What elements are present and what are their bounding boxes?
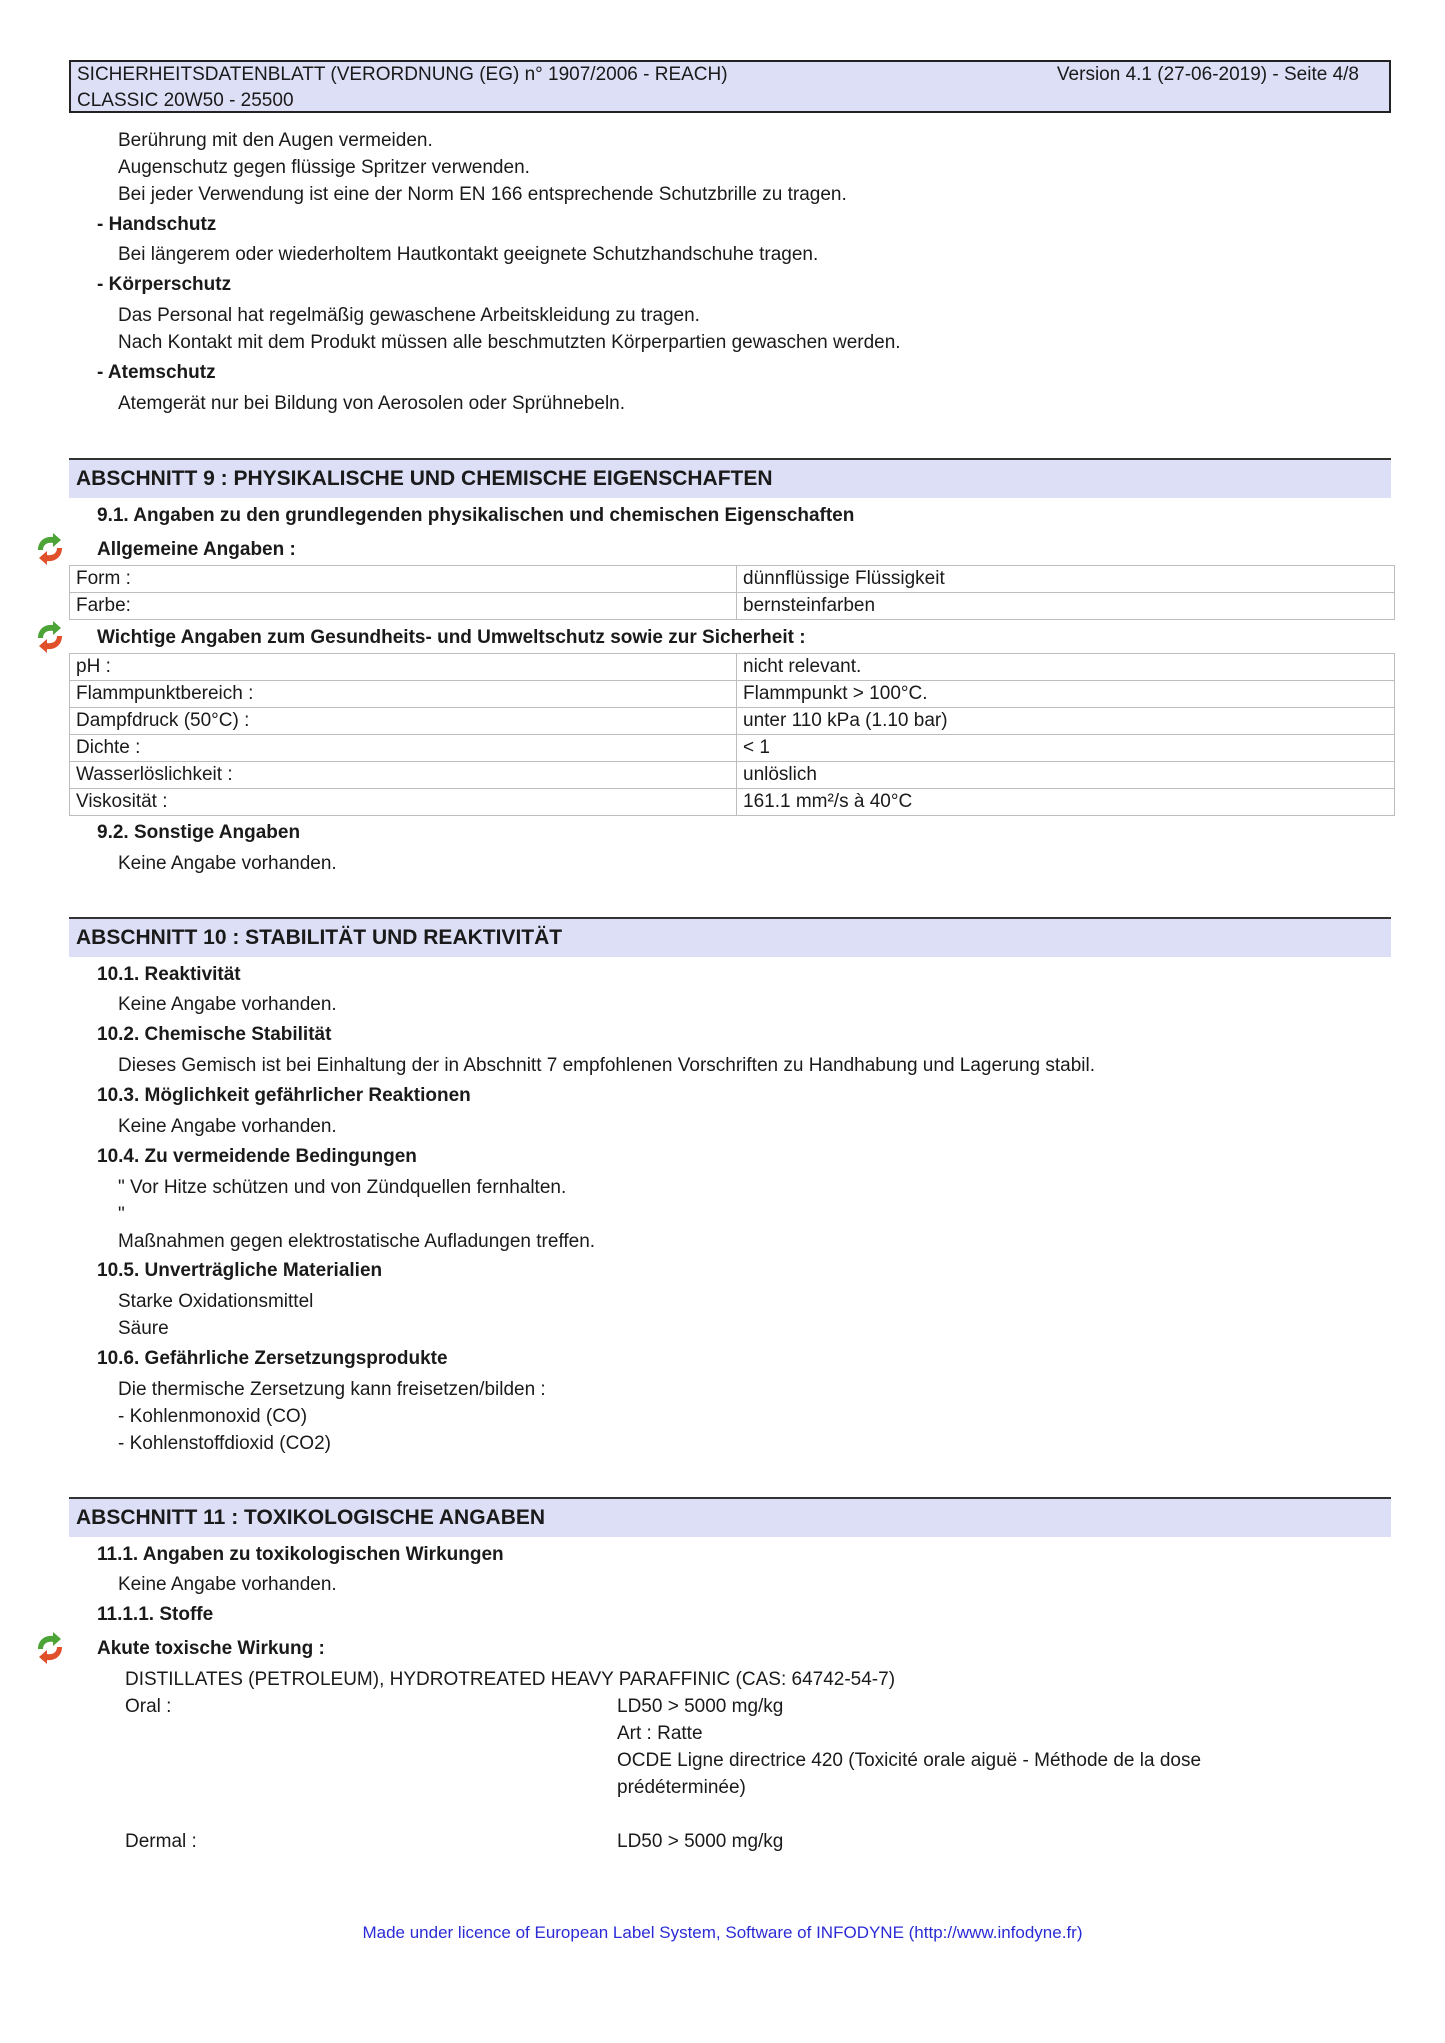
section-10-6-line-3: - Kohlenstoffdioxid (CO2) <box>118 1433 331 1454</box>
oral-line-4: prédéterminée) <box>617 1777 746 1798</box>
property-key: Flammpunktbereich : <box>70 681 737 708</box>
body-line-2: Nach Kontakt mit dem Produkt müssen alle beschmutzten Körperpartien gewaschen werden. <box>118 332 901 353</box>
section-11-1-title: 11.1. Angaben zu toxikologischen Wirkungen <box>97 1544 504 1565</box>
eye-line-1: Berührung mit den Augen vermeiden. <box>118 130 433 151</box>
section-9-2-text: Keine Angabe vorhanden. <box>118 853 337 874</box>
section-10-4-line-3: Maßnahmen gegen elektrostatische Aufladungen treffen. <box>118 1231 596 1252</box>
important-properties-table <box>69 653 1395 816</box>
eye-line-2: Augenschutz gegen flüssige Spritzer verwenden. <box>118 157 530 178</box>
footer-licence-link[interactable]: Made under licence of European Label System, Software of INFODYNE (http://www.infodyne.fr) <box>362 1923 1083 1942</box>
section-10-5-line-1: Starke Oxidationsmittel <box>118 1291 314 1312</box>
section-11-heading: ABSCHNITT 11 : TOXIKOLOGISCHE ANGABEN <box>69 1497 1391 1537</box>
property-key: Viskosität : <box>70 789 737 816</box>
section-10-6-line-2: - Kohlenmonoxid (CO) <box>118 1406 308 1427</box>
property-value: nicht relevant. <box>737 654 1395 681</box>
general-properties-table <box>69 565 1395 620</box>
section-9-1-title: 9.1. Angaben zu den grundlegenden physikalischen und chemischen Eigenschaften <box>97 505 855 526</box>
substance-name: DISTILLATES (PETROLEUM), HYDROTREATED HEAVY PARAFFINIC (CAS: 64742-54-7) <box>125 1669 896 1690</box>
section-10-5-title: 10.5. Unverträgliche Materialien <box>97 1260 383 1281</box>
section-10-heading: ABSCHNITT 10 : STABILITÄT UND REAKTIVITÄT <box>69 917 1391 957</box>
acute-toxicity-label: Akute toxische Wirkung : <box>97 1638 325 1659</box>
property-value: Flammpunkt > 100°C. <box>737 681 1395 708</box>
table-row <box>70 789 1395 816</box>
property-key: Farbe: <box>70 593 737 620</box>
table-row <box>70 735 1395 762</box>
table-row <box>70 708 1395 735</box>
section-10-6-title: 10.6. Gefährliche Zersetzungsprodukte <box>97 1348 448 1369</box>
section-9-heading: ABSCHNITT 9 : PHYSIKALISCHE UND CHEMISCHE EIGENSCHAFTEN <box>69 458 1391 498</box>
table-row <box>70 681 1395 708</box>
property-key: pH : <box>70 654 737 681</box>
section-11-1-text: Keine Angabe vorhanden. <box>118 1574 337 1595</box>
table-row <box>70 762 1395 789</box>
eye-line-3: Bei jeder Verwendung ist eine der Norm EN 166 entsprechende Schutzbrille zu tragen. <box>118 184 847 205</box>
property-key: Form : <box>70 566 737 593</box>
respiratory-protection-title: - Atemschutz <box>97 362 216 383</box>
revision-arrows-icon <box>32 620 68 654</box>
section-9-2-title: 9.2. Sonstige Angaben <box>97 822 301 843</box>
table-row <box>70 593 1395 620</box>
revision-arrows-icon <box>32 1631 68 1665</box>
section-10-4-title: 10.4. Zu vermeidende Bedingungen <box>97 1146 417 1167</box>
document-header <box>69 60 1391 113</box>
table-row <box>70 654 1395 681</box>
revision-arrows-icon <box>32 532 68 566</box>
section-10-2-text: Dieses Gemisch ist bei Einhaltung der in Abschnitt 7 empfohlenen Vorschriften zu Handhabung und Lagerung stabil. <box>118 1055 1095 1076</box>
property-value: bernsteinfarben <box>737 593 1395 620</box>
property-value: 161.1 mm²/s à 40°C <box>737 789 1395 816</box>
section-10-3-title: 10.3. Möglichkeit gefährlicher Reaktionen <box>97 1085 471 1106</box>
section-10-5-line-2: Säure <box>118 1318 169 1339</box>
document-title: SICHERHEITSDATENBLATT (VERORDNUNG (EG) n° 1907/2006 - REACH) <box>77 64 728 85</box>
body-line-1: Das Personal hat regelmäßig gewaschene Arbeitskleidung zu tragen. <box>118 305 700 326</box>
section-10-3-text: Keine Angabe vorhanden. <box>118 1116 337 1137</box>
oral-label: Oral : <box>125 1696 172 1717</box>
oral-line-2: Art : Ratte <box>617 1723 703 1744</box>
hand-protection-title: - Handschutz <box>97 214 217 235</box>
important-info-label: Wichtige Angaben zum Gesundheits- und Umweltschutz sowie zur Sicherheit : <box>97 627 806 648</box>
oral-line-3: OCDE Ligne directrice 420 (Toxicité orale aiguë - Méthode de la dose <box>617 1750 1202 1771</box>
property-key: Wasserlöslichkeit : <box>70 762 737 789</box>
hand-line-1: Bei längerem oder wiederholtem Hautkontakt geeignete Schutzhandschuhe tragen. <box>118 244 819 265</box>
body-protection-title: - Körperschutz <box>97 274 232 295</box>
dermal-label: Dermal : <box>125 1831 197 1852</box>
property-value: unter 110 kPa (1.10 bar) <box>737 708 1395 735</box>
product-name: CLASSIC 20W50 - 25500 <box>77 90 294 111</box>
general-info-label: Allgemeine Angaben : <box>97 539 296 560</box>
property-value: dünnflüssige Flüssigkeit <box>737 566 1395 593</box>
section-10-2-title: 10.2. Chemische Stabilität <box>97 1024 332 1045</box>
version-page: Version 4.1 (27-06-2019) - Seite 4/8 <box>1056 64 1359 85</box>
section-10-4-line-1: " Vor Hitze schützen und von Zündquellen fernhalten. <box>118 1177 567 1198</box>
section-10-4-line-2: " <box>118 1204 125 1225</box>
property-key: Dichte : <box>70 735 737 762</box>
table-row <box>70 566 1395 593</box>
section-10-6-line-1: Die thermische Zersetzung kann freisetzen/bilden : <box>118 1379 546 1400</box>
oral-line-1: LD50 > 5000 mg/kg <box>617 1696 784 1717</box>
resp-line-1: Atemgerät nur bei Bildung von Aerosolen oder Sprühnebeln. <box>118 393 626 414</box>
property-value: < 1 <box>737 735 1395 762</box>
section-10-1-text: Keine Angabe vorhanden. <box>118 994 337 1015</box>
property-key: Dampfdruck (50°C) : <box>70 708 737 735</box>
dermal-value: LD50 > 5000 mg/kg <box>617 1831 784 1852</box>
section-11-1-1-title: 11.1.1. Stoffe <box>97 1604 214 1625</box>
property-value: unlöslich <box>737 762 1395 789</box>
section-10-1-title: 10.1. Reaktivität <box>97 964 241 985</box>
